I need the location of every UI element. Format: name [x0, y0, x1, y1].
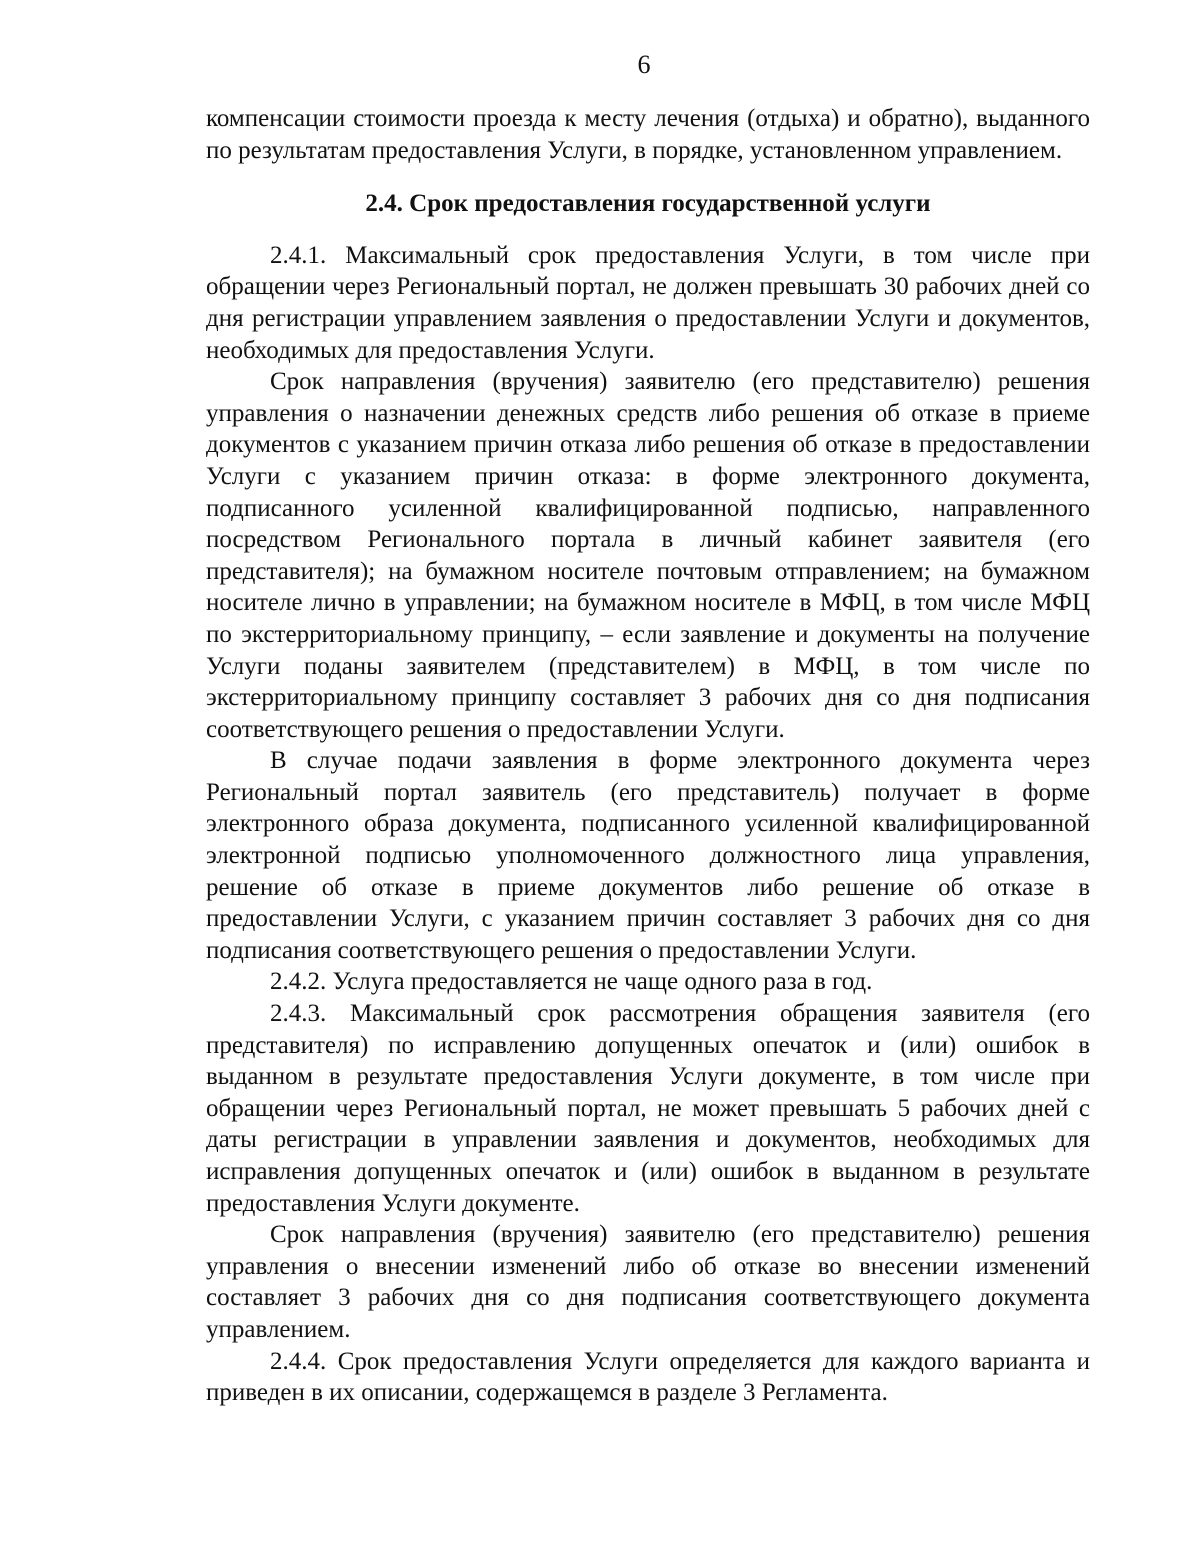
paragraph-2-4-1: 2.4.1. Максимальный срок предоставления Услуги, в том числе при обращении через Региональный портал, не должен превышать 30 рабочих дней со дня регистрации управлением заявления о предоставлении Услуги и документов, необходимых для предоставления Услуги. [206, 241, 1090, 364]
page-number: 6 [637, 50, 651, 79]
spacer [206, 220, 1090, 240]
paragraph-amendment-term: Срок направления (вручения) заявителю (его представителю) решения управления о внесении изменений либо об отказе во внесении изменений составляет 3 рабочих дня со дня подписания соответствующего документа управлением. [206, 1221, 1090, 1343]
paragraph-electronic-submission: В случае подачи заявления в форме электронного документа через Региональный портал заявитель (его представитель) получает в форме электронного образа документа, подписанного усиленной квалифицированной электронной подписью уполномоченного должностного лица управления, решение об отказе в приеме документов либо решение об отказе в предоставлении Услуги, с указанием причин составляет 3 рабочих дня со дня подписания соответствующего решения о предоставлении Услуги. [206, 747, 1090, 964]
paragraph-2-4-3: 2.4.3. Максимальный срок рассмотрения обращения заявителя (его представителя) по исправлению допущенных опечаток и (или) ошибок в выданном в результате предоставления Услуги документе, в том числе при обращении через Региональный портал, не может превышать 5 рабочих дней с даты регистрации в управлении заявления и документов, необходимых для исправления допущенных опечаток и (или) ошибок в выданном в результате предоставления Услуги документе. [206, 1000, 1090, 1217]
spacer [206, 166, 1090, 188]
section-title: 2.4. Срок предоставления государственной услуги [365, 190, 931, 218]
intro-paragraph: компенсации стоимости проезда к месту лечения (отдыха) и обратно), выданного по результатам предоставления Услуги, в порядке, установленном управлением. [206, 105, 1090, 164]
paragraph-2-4-2: 2.4.2. Услуга предоставляется не чаще одного раза в год. [270, 968, 873, 996]
paragraph-delivery-term: Срок направления (вручения) заявителю (его представителю) решения управления о назначении денежных средств либо решения об отказе в приеме документов с указанием причин отказа либо решения об отказе в предоставлении Услуги с указанием причин отказа: в форме электронного документа, подписанного усиленной квалифицированной подписью, направленного посредством Регионального портала в личный кабинет заявителя (его представителя); на бумажном носителе почтовым отправлением; на бумажном носителе лично в управлении; на бумажном носителе в МФЦ, в том числе МФЦ по экстерриториальному принципу, – если заявление и документы на получение Услуги поданы заявителем (представителем) в МФЦ, в том числе по экстерриториальному принципу составляет 3 рабочих дня со дня подписания соответствующего решения о предоставлении Услуги. [206, 368, 1090, 743]
paragraph-2-4-4: 2.4.4. Срок предоставления Услуги определяется для каждого варианта и приведен в их описании, содержащемся в разделе 3 Регламента. [206, 1347, 1090, 1407]
document-body [206, 103, 1090, 1409]
